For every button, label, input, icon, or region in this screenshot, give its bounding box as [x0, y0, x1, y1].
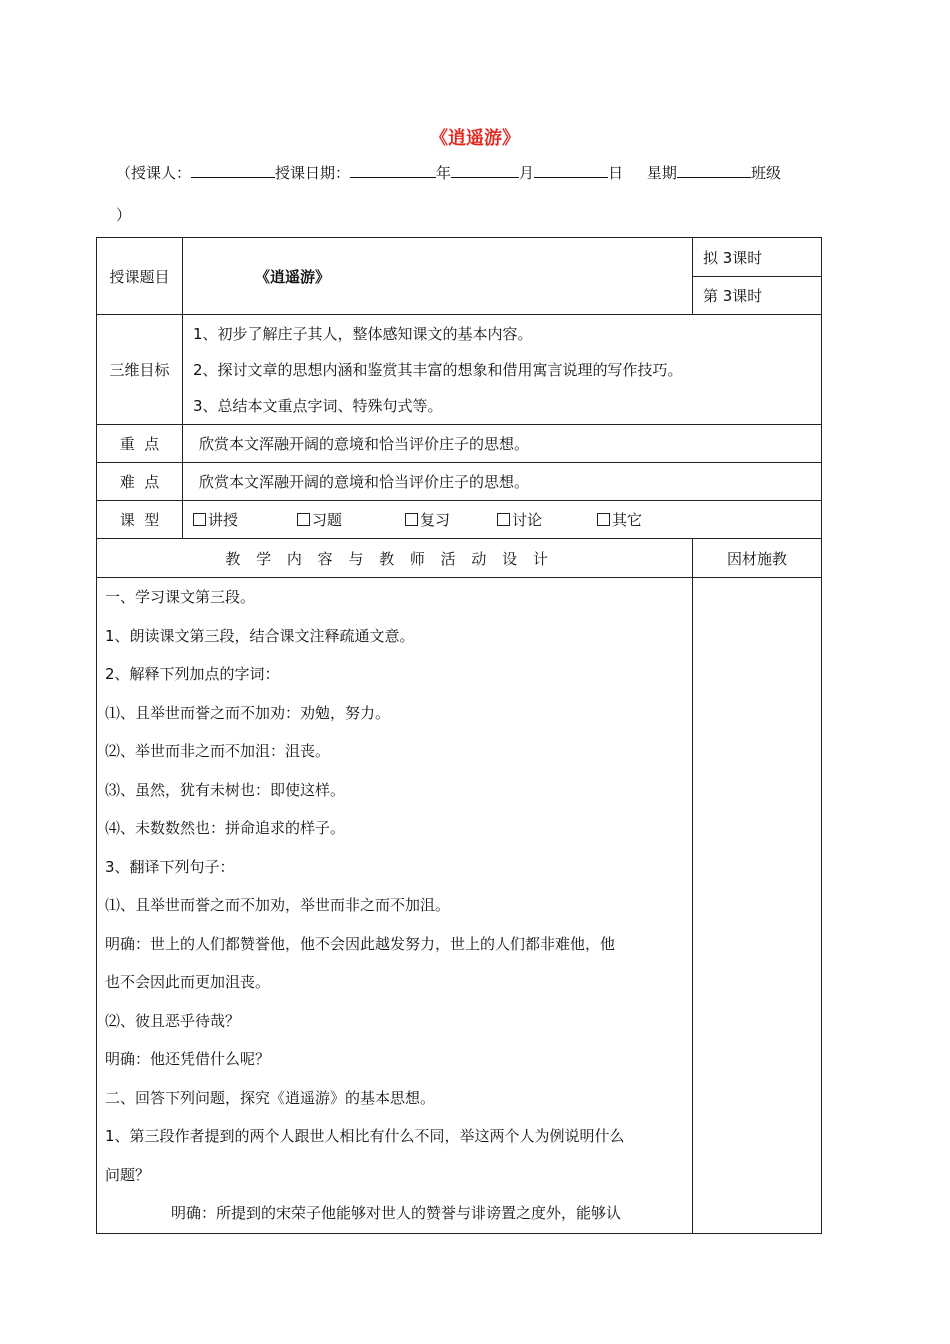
week-blank[interactable] [677, 163, 751, 178]
goal-item: 2、探讨文章的思想内涵和鉴赏其丰富的想象和借用寓言说理的写作技巧。 [193, 360, 683, 379]
type-option-label: 习题 [312, 511, 343, 529]
meta-close: ） [116, 206, 132, 224]
lesson-type-options [183, 501, 822, 539]
goal-item: 3、总结本文重点字词、特殊句式等。 [193, 396, 443, 415]
key-label: 重 点 [97, 425, 183, 463]
content-line: 明确：所提到的宋荣子他能够对世人的赞誉与诽谤置之度外，能够认 [171, 1204, 622, 1222]
type-option-label: 其它 [612, 511, 643, 529]
lesson-plan-table [96, 237, 822, 1234]
type-option-label: 复习 [420, 511, 451, 529]
week-label: 星期 [646, 164, 677, 182]
checkbox-icon[interactable] [297, 513, 310, 526]
type-label: 课 型 [97, 501, 183, 539]
type-option-review[interactable] [405, 509, 497, 530]
goal-item: 1、初步了解庄子其人，整体感知课文的基本内容。 [193, 324, 533, 343]
side-header: 因材施教 [693, 539, 822, 578]
current-hour: 第 3课时 [693, 277, 822, 315]
content-line: 明确：世上的人们都赞誉他，他不会因此越发努力，世上的人们都非难他，他 [105, 934, 616, 953]
content-cell [97, 578, 693, 1234]
type-option-other[interactable] [597, 509, 642, 530]
year-label: 年 [436, 164, 452, 182]
checkbox-icon[interactable] [497, 513, 510, 526]
difficult-text: 欣赏本文浑融开阔的意境和恰当评价庄子的思想。 [183, 463, 822, 501]
content-line: ⑵、彼且恶乎待哉？ [105, 1011, 241, 1030]
type-option-exercise[interactable] [297, 509, 405, 530]
content-line: ⑴、且举世而誉之而不加劝：劝勉，努力。 [105, 703, 391, 722]
content-line: 一、学习课文第三段。 [105, 588, 256, 606]
content-header: 教学内容与教师活动设计 [97, 539, 693, 578]
type-option-label: 讨论 [512, 511, 543, 529]
content-line: 问题？ [105, 1165, 151, 1184]
side-notes-cell[interactable] [693, 578, 822, 1234]
content-line: ⑵、举世而非之而不加沮：沮丧。 [105, 742, 331, 760]
month-label: 月 [519, 164, 535, 182]
difficult-label: 难 点 [97, 463, 183, 501]
type-option-label: 讲授 [208, 511, 239, 529]
checkbox-icon[interactable] [405, 513, 418, 526]
content-line: 3、翻译下列句子： [105, 857, 235, 876]
content-line: ⑴、且举世而誉之而不加劝，举世而非之而不加沮。 [105, 896, 451, 914]
month-blank[interactable] [451, 163, 519, 178]
document-title: 《逍遥游》 [430, 128, 520, 149]
key-text: 欣赏本文浑融开阔的意境和恰当评价庄子的思想。 [183, 425, 822, 463]
goals-label: 三维目标 [97, 315, 183, 425]
goals-cell [183, 315, 822, 425]
content-line: 明确：他还凭借什么呢？ [105, 1050, 271, 1068]
date-label: 授课日期： [275, 164, 351, 182]
content-line: ⑷、未数数然也：拼命追求的样子。 [105, 819, 346, 837]
content-line: 也不会因此而更加沮丧。 [105, 973, 271, 991]
topic-title: 《逍遥游》 [183, 238, 693, 315]
checkbox-icon[interactable] [193, 513, 206, 526]
checkbox-icon[interactable] [597, 513, 610, 526]
content-line: 1、朗读课文第三段，结合课文注释疏通文意。 [105, 626, 415, 645]
lesson-meta-line [116, 162, 846, 184]
teacher-blank[interactable] [191, 163, 275, 178]
content-line: ⑶、虽然，犹有未树也：即使这样。 [105, 780, 346, 799]
day-label: 日 [608, 164, 624, 182]
content-line: 1、第三段作者提到的两个人跟世人相比有什么不同，举这两个人为例说明什么 [105, 1127, 625, 1145]
content-line: 2、解释下列加点的字词： [105, 665, 280, 683]
content-line: 二、回答下列问题，探究《逍遥游》的基本思想。 [105, 1088, 436, 1107]
planned-hours: 拟 3课时 [693, 238, 822, 277]
day-blank[interactable] [534, 163, 608, 178]
class-label: 班级 [750, 164, 781, 182]
topic-label: 授课题目 [97, 238, 183, 315]
type-option-lecture[interactable] [193, 509, 297, 530]
year-blank[interactable] [350, 163, 436, 178]
type-option-discussion[interactable] [497, 509, 597, 530]
teacher-label: （授课人： [116, 164, 192, 182]
